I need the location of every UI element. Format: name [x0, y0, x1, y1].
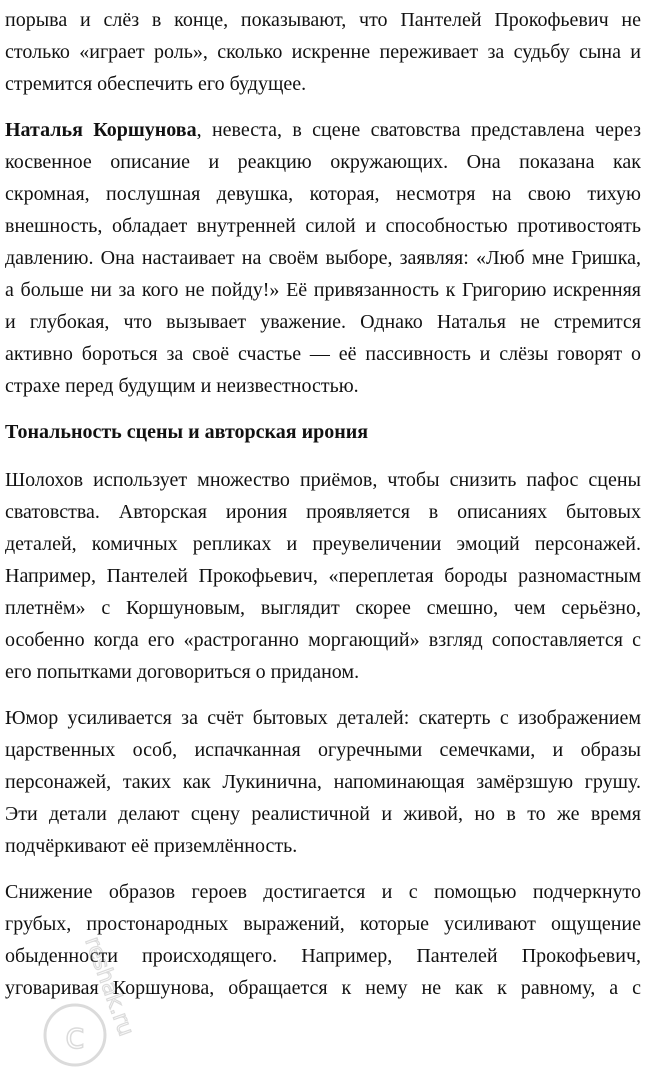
section-heading: Тональность сцены и авторская ирония — [5, 421, 369, 443]
text-line: Юмор усиливается за счёт бытовых деталей: скатерть с изображением — [5, 707, 641, 729]
text-line: стремится обеспечить его будущее. — [5, 73, 307, 95]
paragraph-1 — [5, 4, 641, 100]
text-line: и глубокая, что вызывает уважение. Однако Наталья не стремится — [5, 311, 641, 333]
text-line: уговаривая Коршунова, обращается к нему не как к равному, а с — [5, 977, 641, 999]
text-line: а больше ни за кого не пойду!» Её привязанность к Григорию искренняя — [5, 279, 641, 301]
text-line: Снижение образов героев достигается и с помощью подчеркнуто — [5, 881, 641, 903]
text-line: плетнём» с Коршуновым, выглядит скорее смешно, чем серьёзно, — [5, 597, 641, 619]
paragraph-lowering — [5, 876, 641, 1004]
text-span: , невеста, в сцене сватовства представлена через — [196, 119, 641, 141]
text-line: Шолохов использует множество приёмов, чтобы снизить пафос сцены — [5, 469, 641, 491]
text-line: подчёркивают её приземлённость. — [5, 835, 298, 857]
text-line: столько «играет роль», сколько искренне переживает за судьбу сына и — [5, 41, 641, 63]
text-line: сватовства. Авторская ирония проявляется в описаниях бытовых — [5, 501, 641, 523]
paragraph-natalya — [5, 114, 641, 402]
text-line: персонажей, таких как Лукинична, напоминающая замёрзшую грушу. — [5, 771, 641, 793]
text-line — [5, 114, 641, 146]
text-line: грубых, простонародных выражений, которые усиливают ощущение — [5, 913, 641, 935]
text-line: деталей, комичных репликах и преувеличении эмоций персонажей. — [5, 533, 641, 555]
svg-text:reshak.ru: reshak.ru — [79, 933, 139, 1040]
text-line: обыденности происходящего. Например, Пантелей Прокофьевич, — [5, 945, 641, 967]
text-line: Эти детали делают сцену реалистичной и живой, но в то же время — [5, 803, 641, 825]
text-line: царственных особ, испачканная огуречными семечками, и образы — [5, 739, 641, 761]
text-line: скромная, послушная девушка, которая, несмотря на свою тихую — [5, 183, 641, 205]
text-line: его попытками договориться о приданом. — [5, 661, 360, 683]
text-line: косвенное описание и реакцию окружающих. Она показана как — [5, 151, 641, 173]
text-line: порыва и слёз в конце, показывают, что Пантелей Прокофьевич не — [5, 9, 641, 31]
paragraph-irony — [5, 464, 641, 688]
text-line: внешность, обладает внутренней силой и способностью противостоять — [5, 215, 641, 237]
paragraph-humor — [5, 702, 641, 862]
text-line: особенно когда его «растроганно моргающий» взгляд сопоставляется с — [5, 629, 641, 651]
bold-name: Наталья Коршунова — [5, 119, 197, 141]
text-line: активно бороться за своё счастье — её пассивность и слёзы говорят о — [5, 343, 641, 365]
text-line: Например, Пантелей Прокофьевич, «переплетая бороды разномастным — [5, 565, 641, 587]
text-line: страхе перед будущим и неизвестностью. — [5, 375, 359, 397]
text-line: давлению. Она настаивает на своём выборе, заявляя: «Люб мне Гришка, — [5, 247, 641, 269]
svg-text:c: c — [65, 1016, 85, 1057]
